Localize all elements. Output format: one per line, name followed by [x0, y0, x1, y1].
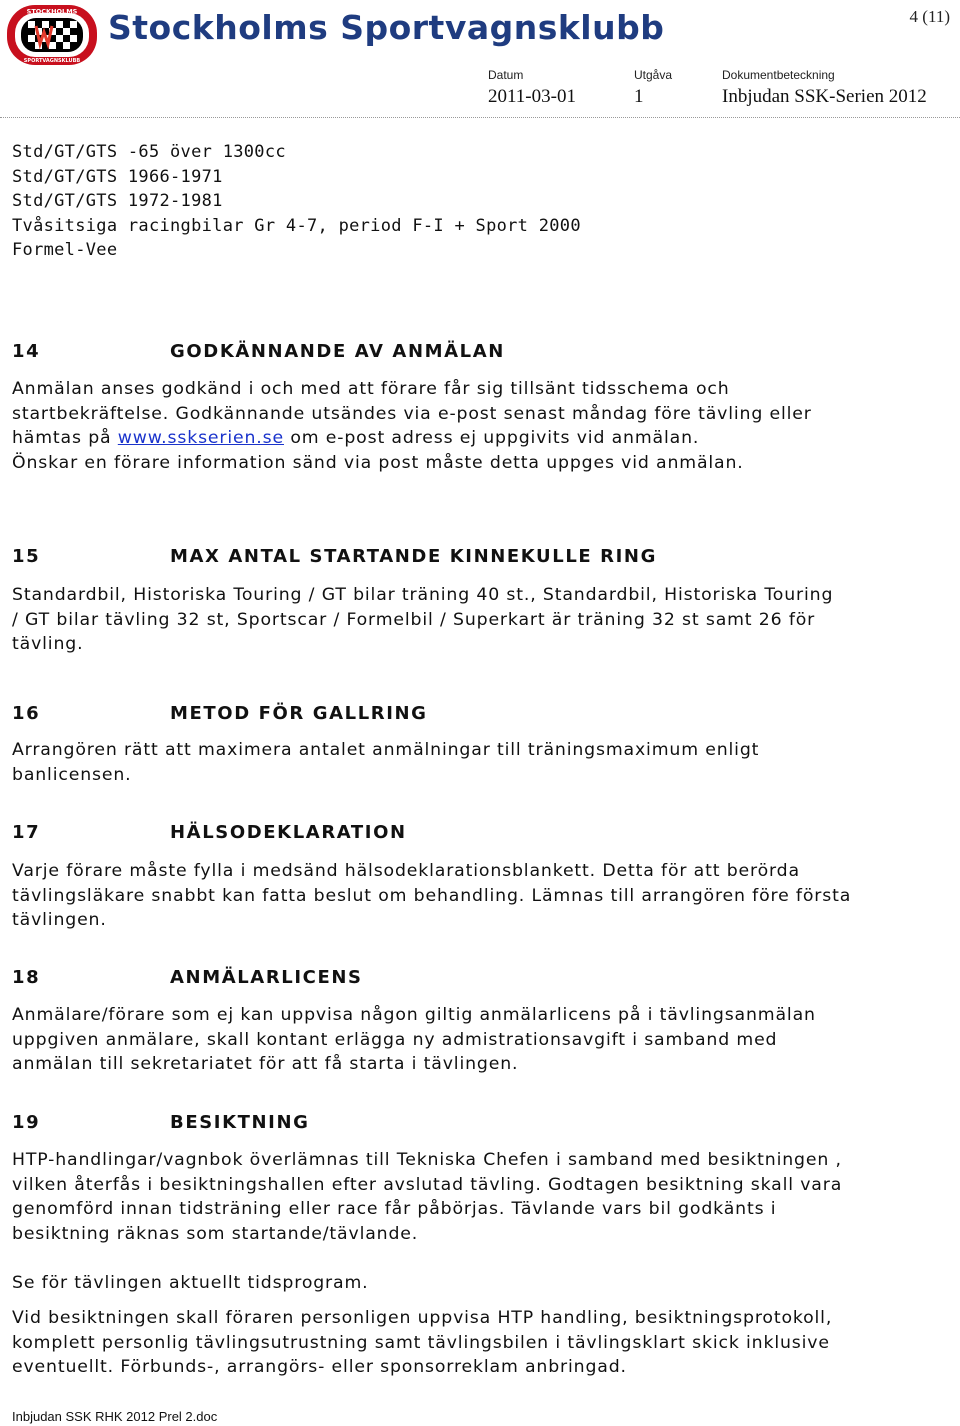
section-19-number: 19: [12, 1112, 41, 1133]
paragraph-line: Vid besiktningen skall föraren personligen uppvisa HTP handling, besiktningsprotokoll,: [12, 1308, 833, 1328]
section-14-body: [12, 377, 812, 475]
text-span: hämtas på: [12, 428, 118, 448]
paragraph-line: Arrangören rätt att maximera antalet anmälningar till träningsmaximum enligt: [12, 740, 760, 760]
paragraph-line: eventuellt. Förbunds-, arrangörs- eller sponsorreklam anbringad.: [12, 1357, 627, 1377]
paragraph-line: startbekräftelse. Godkännande utsändes via e-post senast måndag före tävling eller: [12, 403, 812, 424]
paragraph-line: komplett personlig tävlingsutrustning samt tävlingsbilen i tävlingsklart skick inklusive: [12, 1332, 830, 1353]
section-16-body: [12, 738, 759, 787]
paragraph-line: Varje förare måste fylla i medsänd hälsodeklarationsblankett. Detta för att berörda: [12, 861, 800, 881]
paragraph-line: / GT bilar tävling 32 st, Sportscar / Formelbil / Superkart är träning 32 st samt 26 för: [12, 609, 816, 630]
edition-label: Utgåva: [634, 68, 673, 82]
paragraph-line: Önskar en förare information sänd via post måste detta uppges vid anmälan.: [12, 452, 744, 473]
page-number: 4 (11): [909, 7, 950, 26]
section-15-body: [12, 583, 833, 657]
paragraph-line: Anmälan anses godkänd i och med att förare får sig tillsänt tidsschema och: [12, 379, 730, 399]
class-item: Tvåsitsiga racingbilar Gr 4-7, period F-I + Sport 2000: [12, 215, 581, 236]
section-14-number: 14: [12, 341, 41, 362]
docid-value: Inbjudan SSK-Serien 2012: [722, 86, 927, 107]
section-18-title: ANMÄLARLICENS: [170, 967, 363, 988]
sskserien-link[interactable]: www.sskserien.se: [117, 428, 284, 448]
section-19-body: [12, 1148, 842, 1246]
docid-label: Dokumentbeteckning: [722, 68, 835, 82]
club-name: Stockholms Sportvagnsklubb: [108, 8, 665, 47]
section-17-body: [12, 859, 851, 933]
section-19-title: BESIKTNING: [170, 1112, 310, 1133]
section-18-body: [12, 1003, 816, 1077]
section-18-number: 18: [12, 967, 41, 988]
paragraph-line: Anmälare/förare som ej kan uppvisa någon giltig anmälarlicens på i tävlingsanmälan: [12, 1005, 816, 1025]
class-item: Formel-Vee: [12, 240, 118, 260]
paragraph-line: HTP-handlingar/vagnbok överlämnas till Tekniska Chefen i samband med besiktningen ,: [12, 1150, 842, 1170]
section-19-note: [12, 1271, 368, 1296]
paragraph-line: tävling.: [12, 634, 84, 654]
section-14-title: GODKÄNNANDE AV ANMÄLAN: [170, 341, 505, 362]
paragraph-line: anmälan till sekretariatet för att få starta i tävlingen.: [12, 1054, 519, 1074]
section-15-number: 15: [12, 546, 41, 567]
paragraph-line: banlicensen.: [12, 764, 132, 785]
club-logo: [6, 4, 98, 66]
class-item: Std/GT/GTS -65 över 1300cc: [12, 142, 286, 162]
logo-text-top: STOCKHOLMS: [26, 7, 78, 16]
edition-value: 1: [634, 86, 644, 107]
class-item: Std/GT/GTS 1966-1971: [12, 166, 223, 187]
text-span: om e-post adress ej uppgivits vid anmälan.: [283, 428, 700, 448]
paragraph-line: tävlingen.: [12, 910, 107, 930]
paragraph-line: Standardbil, Historiska Touring / GT bilar träning 40 st., Standardbil, Historiska Touring: [12, 585, 834, 605]
header-divider: [0, 117, 960, 118]
section-19-body-2: [12, 1306, 832, 1380]
paragraph-line: uppgiven anmälare, skall kontant erlägga ny admistrationsavgift i samband med: [12, 1029, 778, 1050]
section-17-number: 17: [12, 822, 41, 843]
date-label: Datum: [488, 68, 524, 82]
paragraph-line: vilken återfås i besiktningshallen efter avslutad tävling. Godtagen besiktning skall vara: [12, 1174, 843, 1195]
class-list: [12, 140, 581, 263]
section-17-title: HÄLSODEKLARATION: [170, 822, 407, 843]
logo-text-bottom: SPORTVAGNSKLUBB: [23, 58, 81, 64]
paragraph-line: tävlingsläkare snabbt kan fatta beslut om behandling. Lämnas till arrangören före första: [12, 885, 852, 906]
section-16-number: 16: [12, 703, 41, 724]
paragraph-line: besiktning räknas som startande/tävlande.: [12, 1223, 419, 1244]
date-value: 2011-03-01: [488, 86, 576, 107]
section-15-title: MAX ANTAL STARTANDE KINNEKULLE RING: [170, 546, 657, 567]
class-item: Std/GT/GTS 1972-1981: [12, 191, 223, 211]
paragraph-line: genomförd innan tidsträning eller race får påbörjas. Tävlande vars bil godkänts i: [12, 1199, 777, 1219]
section-16-title: METOD FÖR GALLRING: [170, 703, 428, 724]
paragraph-line: [12, 426, 812, 451]
footer-filename: Inbjudan SSK RHK 2012 Prel 2.doc: [12, 1409, 218, 1424]
paragraph-line: Se för tävlingen aktuellt tidsprogram.: [12, 1273, 369, 1293]
